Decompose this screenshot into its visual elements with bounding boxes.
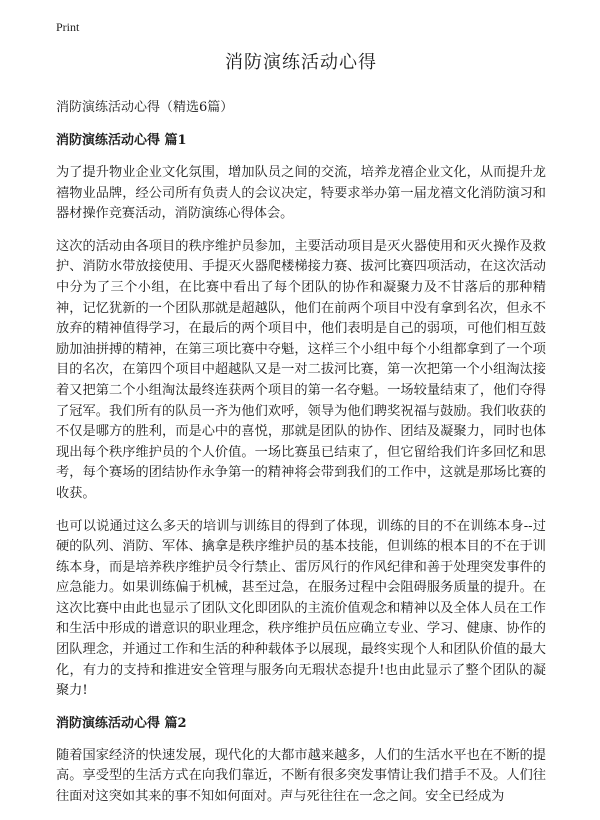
section-heading-1: 消防演练活动心得 篇1 — [56, 133, 187, 148]
paragraph: 这次的活动由各项目的秩序维护员参加，主要活动项目是灭火器使用和灭火操作及救护、消防水带放接使用、手提灭火器爬楼梯接力赛、拔河比赛四项活动，在这次活动中分为了三个小组，在比赛中看出了每个团队的协作和凝聚力及不甘落后的那种精神，记忆犹新的一个团队那就是超越队，他们在前两个项目中没有拿到名次，但永不放弃的精神值得学习，在最后的两个项目中，他们表明是自己的弱项，可他们相互鼓励加油拼搏的精神，在第三项比赛中夺魁，这样三个小组中每个小组都拿到了一个项目的名次，在第四个项目中超越队又是一对二拔河比赛，第一次把第一个小组淘汰接着又把第二个小组淘汰最终连获两个项目的第一名夺魁。一场较量结束了，他们夺得了冠军。我们所有的队员一齐为他们欢呼，领导为他们聘奖祝福与鼓励。我们收获的不仅是哪方的胜利，而是心中的喜悦，那就是团队的协作、团结及凝聚力，同时也体现出每个秩序维护员的个人价值。一场比赛虽已结束了，但它留给我们许多回忆和思考，每个赛场的团结协作永争第一的精神将会带到我们的工作中，这就是那场比赛的收获。 — [56, 238, 546, 501]
paragraph: 为了提升物业企业文化氛围，增加队员之间的交流，培养龙禧企业文化，从而提升龙禧物业品牌，经公司所有负责人的会议决定，特要求举办第一届龙禧文化消防演习和器材操作竞赛活动，消防演练心得体会。 — [56, 165, 546, 222]
paragraph: 也可以说通过这么多天的培训与训练目的得到了体现，训练的目的不在训练本身--过硬的队列、消防、军体、擒拿是秩序维护员的基本技能，但训练的根本目的不在于训练本身，而是培养秩序维护员令行禁止、雷厉风行的作风纪律和善于处理突发事件的应急能力。如果训练偏于机械，甚至过急，在服务过程中会阻碍服务质量的提升。在这次比赛中由此也显示了团队文化即团队的主流价值观念和精神以及全体人员在工作和生活中形成的谱意识的职业理念，秩序维护员伍应确立专业、学习、健康、协作的团队理念，并通过工作和生活的种种载体予以展现，最终实现个人和团队价值的最大化，有力的支持和推进安全管理与服务向无瑕状态提升!也由此显示了整个团队的凝聚力! — [56, 518, 546, 699]
section-heading-2: 消防演练活动心得 篇2 — [56, 715, 187, 731]
page-title: 消防演练活动心得 — [225, 52, 377, 73]
print-link[interactable]: Print — [56, 20, 80, 34]
document-subtitle: 消防演练活动心得（精选6篇） — [56, 100, 234, 115]
document-body — [56, 48, 546, 820]
paragraph: 随着国家经济的快速发展，现代化的大都市越来越多，人们的生活水平也在不断的提高。享受型的生活方式在向我们靠近，不断有很多突发事情让我们措手不及。人们往往面对这突如其来的事不知如何面对。声与死往往在一念之间。安全已经成为 — [56, 747, 546, 805]
